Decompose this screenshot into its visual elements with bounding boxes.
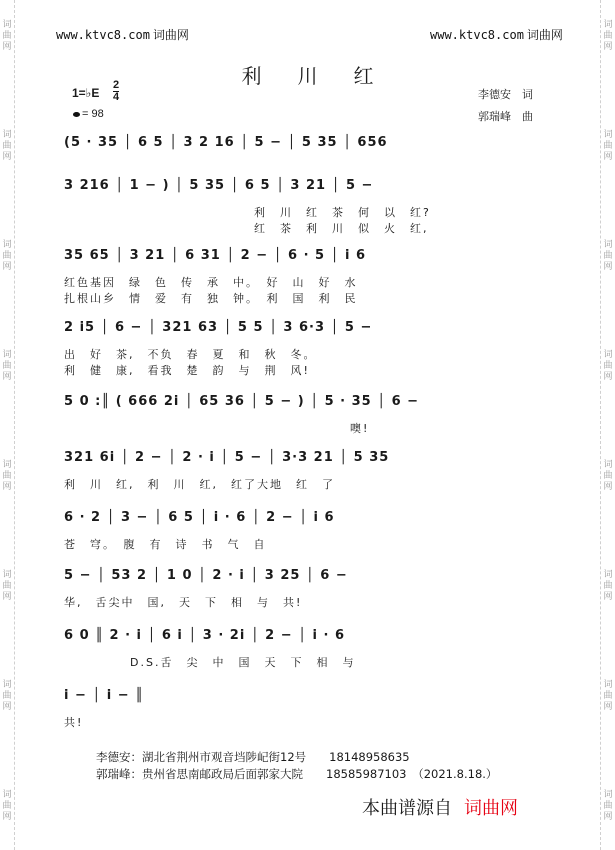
tempo-marking: [73, 108, 104, 120]
lyrics-verse-2: 扎根山乡 情 爱 有 独 钟。 利 国 利 民: [64, 292, 358, 305]
side-watermark: 词 曲 网: [603, 570, 613, 602]
song-title: 利川红: [241, 64, 410, 88]
notes-text: (5 · 35 │ 6 5 │ 3 2 16 │ 5 − │ 5 35 │ 656: [64, 135, 388, 150]
left-watermark-strip: [0, 0, 15, 850]
notes-text: i − │ i − ║: [64, 688, 144, 703]
notes-text: 35 65 │ 3 21 │ 6 31 │ 2 − │ 6 · 5 │ i 6: [64, 248, 366, 263]
time-signature: [113, 80, 119, 103]
side-watermark: 词 曲 网: [2, 130, 12, 162]
side-watermark: 词 曲 网: [2, 20, 12, 52]
lyrics-verse-1: 共!: [64, 716, 84, 729]
site-name: 词曲网: [526, 28, 563, 42]
side-watermark: 词 曲 网: [2, 350, 12, 382]
lyrics-verse-1: 华, 舌尖中 国, 天 下 相 与 共!: [64, 596, 303, 609]
site-url-left[interactable]: [56, 26, 189, 43]
right-watermark-strip: [600, 0, 615, 850]
notes-text: 5 0 :║ ( 666 2i │ 65 36 │ 5 − ) │ 5 · 35 │ 6 −: [64, 394, 420, 409]
lyrics-verse-1: 出 好 茶, 不负 春 夏 和 秋 冬。: [64, 348, 317, 361]
lyricist-address: 李德安：湖北省荆州市观音垱陟屺街12号 18148958635: [96, 750, 410, 764]
notes-text: 3 216 │ 1 − ) │ 5 35 │ 6 5 │ 3 21 │ 5 −: [64, 178, 374, 193]
side-watermark: 词 曲 网: [603, 460, 613, 492]
site-name: 词曲网: [152, 28, 189, 42]
side-watermark: 词 曲 网: [2, 460, 12, 492]
side-watermark: 词 曲 网: [603, 240, 613, 272]
composer-credit: 郭瑞峰 曲: [478, 110, 533, 123]
quarter-note-icon: [73, 112, 80, 117]
notes-row: [64, 320, 554, 344]
source-site-link[interactable]: 词曲网: [464, 798, 518, 819]
notes-row: [64, 178, 554, 202]
key-signature: 1=♭E: [72, 86, 100, 100]
site-url: www.ktvc8.com: [430, 28, 524, 42]
notes-text: 5 − │ 53 2 │ 1 0 │ 2 · i │ 3 25 │ 6 −: [64, 568, 348, 583]
notes-text: 6 · 2 │ 3 − │ 6 5 │ i · 6 │ 2 − │ i 6: [64, 510, 335, 525]
lyrics-verse-2: 利 健 康, 看我 楚 韵 与 荆 风!: [64, 364, 310, 377]
side-watermark: 词 曲 网: [2, 240, 12, 272]
lyrics-verse-1: 噢!: [64, 422, 370, 435]
lyrics-verse-1: 红色基因 绿 色 传 承 中。 好 山 好 水: [64, 276, 358, 289]
notes-text: 2 i5 │ 6 − │ 321 63 │ 5 5 │ 3 6·3 │ 5 −: [64, 320, 373, 335]
source-notice: [362, 794, 518, 820]
side-watermark: 词 曲 网: [603, 790, 613, 822]
notes-row: [64, 394, 554, 418]
composer-address: 郭瑞峰：贵州省思南邮政局后面郭家大院 18585987103 （2021.8.18.）: [96, 767, 498, 781]
site-url: www.ktvc8.com: [56, 28, 150, 42]
lyricist-credit: 李德安 词: [478, 88, 533, 101]
lyrics-verse-1: D.S.舌 尖 中 国 天 下 相 与: [130, 656, 356, 669]
time-bottom: 4: [113, 91, 120, 103]
notes-row: [64, 135, 554, 159]
side-watermark: 词 曲 网: [2, 570, 12, 602]
time-top: 2: [113, 79, 120, 91]
side-watermark: 词 曲 网: [603, 20, 613, 52]
notes-row: [64, 628, 554, 652]
tempo-value: = 98: [82, 108, 104, 120]
side-watermark: 词 曲 网: [603, 680, 613, 712]
notes-row: [64, 510, 554, 534]
source-text: 本曲谱源自: [362, 798, 452, 819]
notes-text: 6 0 ║ 2 · i │ 6 i │ 3 · 2i │ 2 − │ i · 6: [64, 628, 346, 643]
lyrics-verse-1: 利 川 红 茶 何 以 红?: [254, 206, 431, 219]
lyrics-verse-1: 苍 穹。 腹 有 诗 书 气 自: [64, 538, 267, 551]
lyrics-verse-2: 红 茶 利 川 似 火 红,: [254, 222, 429, 235]
side-watermark: 词 曲 网: [603, 350, 613, 382]
notes-text: 321 6i │ 2 − │ 2 · i │ 5 − │ 3·3 21 │ 5 35: [64, 450, 390, 465]
side-watermark: 词 曲 网: [603, 130, 613, 162]
side-watermark: 词 曲 网: [2, 680, 12, 712]
side-watermark: 词 曲 网: [2, 790, 12, 822]
notes-row: [64, 450, 554, 474]
notes-row: [64, 568, 554, 592]
notes-row: [64, 688, 554, 712]
site-url-right[interactable]: [430, 26, 563, 43]
lyrics-verse-1: 利 川 红, 利 川 红, 红了大地 红 了: [64, 478, 335, 491]
notes-row: [64, 248, 554, 272]
